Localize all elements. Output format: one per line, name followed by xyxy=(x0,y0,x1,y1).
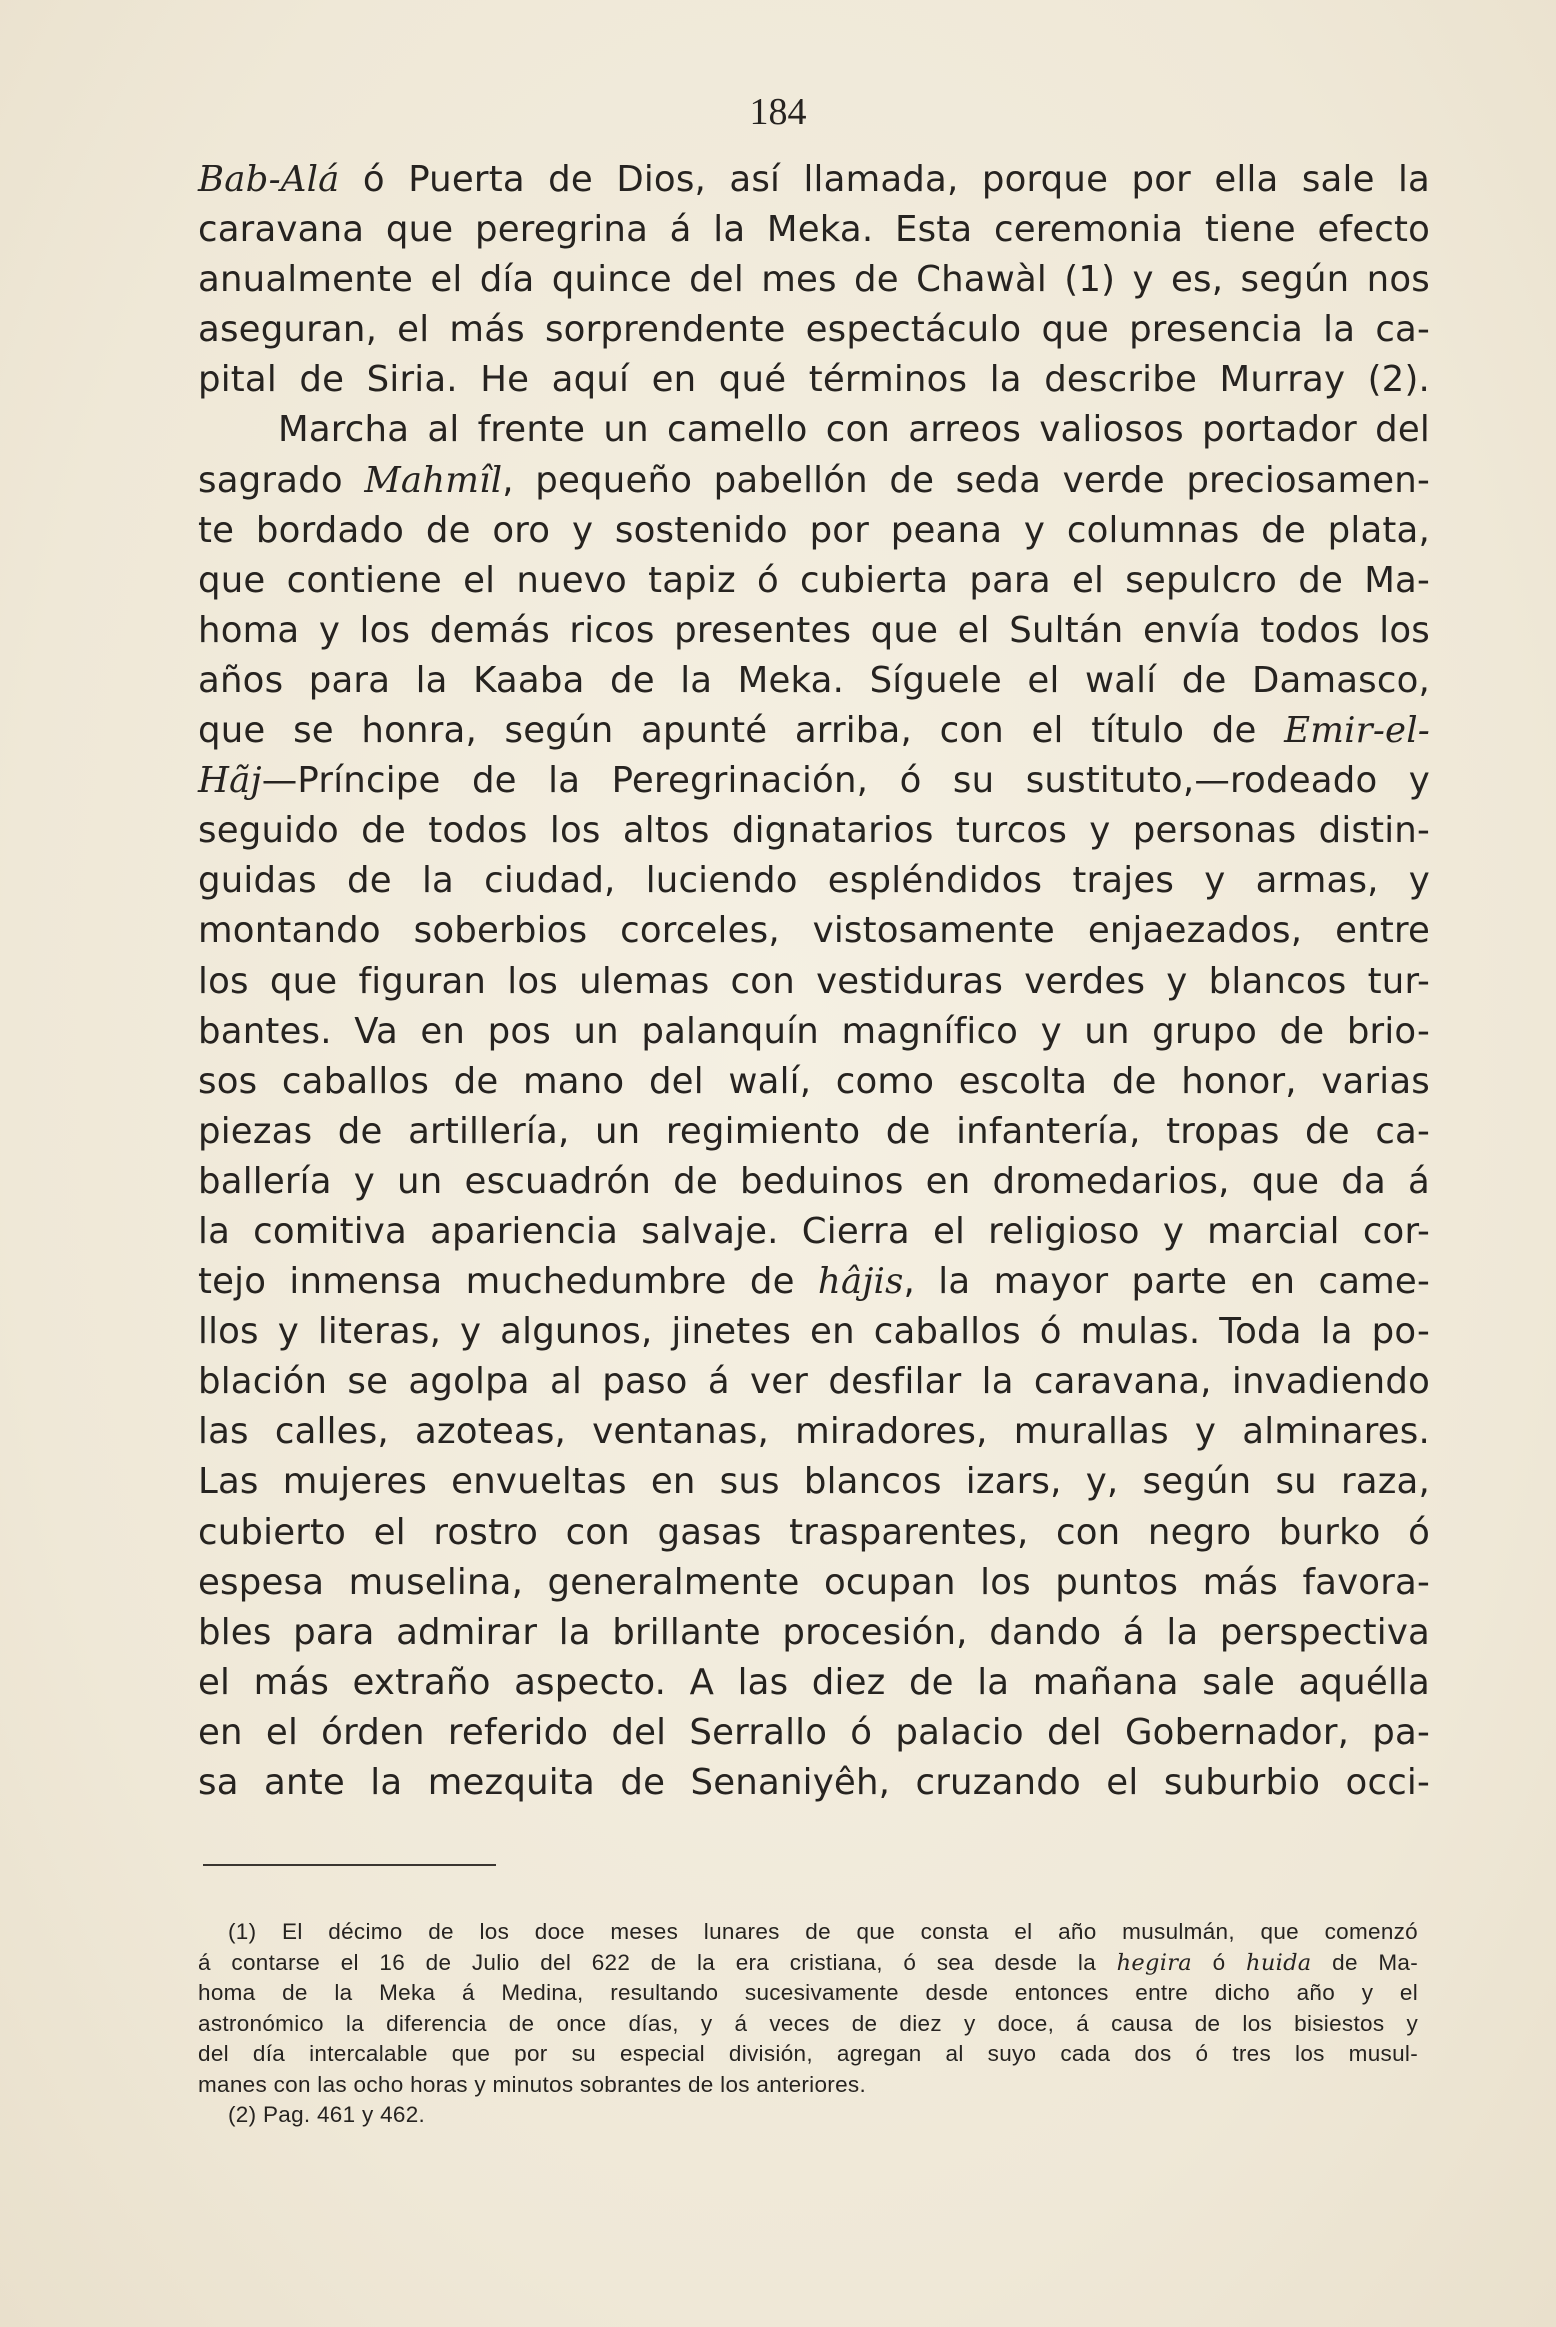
text-run: ó xyxy=(1192,1949,1247,1975)
text-line xyxy=(198,355,1430,405)
text-line xyxy=(198,1057,1430,1107)
text-line xyxy=(198,1107,1430,1157)
text-run: homa y los demás ricos presentes que el Sultán envía todos los xyxy=(198,609,1430,651)
text-run: los que figuran los ulemas con vestiduras verdes y blancos tur- xyxy=(198,960,1430,1002)
text-line xyxy=(198,456,1430,506)
text-line xyxy=(198,606,1430,656)
text-run: , pequeño pabellón de seda verde preciosamen- xyxy=(502,459,1430,501)
text-run: te bordado de oro y sostenido por peana y columnas de plata, xyxy=(198,509,1430,551)
text-run: las calles, azoteas, ventanas, miradores, murallas y alminares. xyxy=(198,1411,1430,1453)
italic-term: Emir-el- xyxy=(1284,710,1430,752)
text-run: montando soberbios corceles, vistosamente enjaezados, entre xyxy=(198,910,1430,952)
italic-term: huida xyxy=(1246,1949,1312,1976)
text-line xyxy=(198,1708,1430,1758)
footnote-separator xyxy=(203,1864,496,1866)
text-run: pital de Siria. He aquí en qué términos la describe Murray (2). xyxy=(198,359,1430,401)
text-line xyxy=(198,706,1430,756)
text-run: —Príncipe de la Peregrinación, ó su sustituto,—rodeado y xyxy=(261,760,1430,802)
text-line xyxy=(198,255,1430,305)
text-run: tejo inmensa muchedumbre de xyxy=(198,1261,818,1303)
text-line xyxy=(198,155,1430,205)
text-line xyxy=(198,1608,1430,1658)
text-run: manes con las ocho horas y minutos sobrantes de los anteriores. xyxy=(198,2071,866,2097)
italic-term: hegira xyxy=(1116,1949,1193,1976)
text-line xyxy=(198,1457,1430,1507)
text-line xyxy=(198,906,1430,956)
main-text xyxy=(198,155,1430,1808)
text-run: seguido de todos los altos dignatarios turcos y personas distin- xyxy=(198,810,1430,852)
text-line xyxy=(198,656,1430,706)
footnote-line xyxy=(198,1948,1418,1979)
text-run: caravana que peregrina á la Meka. Esta ceremonia tiene efecto xyxy=(198,209,1430,251)
footnote-line xyxy=(198,2070,1418,2101)
text-run: (1) El décimo de los doce meses lunares de que consta el año musulmán, que comenzó xyxy=(228,1919,1418,1944)
text-run: ballería y un escuadrón de beduinos en dromedarios, que da á xyxy=(198,1160,1430,1202)
footnote-line xyxy=(198,1978,1418,2009)
text-line xyxy=(198,1307,1430,1357)
text-line xyxy=(198,1207,1430,1257)
text-line xyxy=(198,1157,1430,1207)
text-run: bantes. Va en pos un palanquín magnífico y un grupo de brio- xyxy=(198,1010,1430,1052)
text-run: espesa muselina, generalmente ocupan los puntos más favora- xyxy=(198,1561,1430,1603)
text-run: homa de la Meka á Medina, resultando sucesivamente desde entonces entre dicho año y el xyxy=(198,1980,1418,2005)
text-run: que contiene el nuevo tapiz ó cubierta para el sepulcro de Ma- xyxy=(198,559,1430,601)
text-line xyxy=(198,1407,1430,1457)
italic-term: Hãj xyxy=(198,760,262,802)
text-run: , la mayor parte en came- xyxy=(903,1261,1430,1303)
text-line xyxy=(198,556,1430,606)
text-line xyxy=(198,1357,1430,1407)
text-run: de Ma- xyxy=(1311,1949,1418,1975)
text-run: del día intercalable que por su especial división, agregan al suyo cada dos ó tres los musul- xyxy=(198,2041,1418,2066)
page-number: 184 xyxy=(749,91,807,133)
text-run: Las mujeres envueltas en sus blancos izars, y, según su raza, xyxy=(198,1461,1430,1503)
footnote-line xyxy=(198,2039,1418,2070)
text-run: bles para admirar la brillante procesión, dando á la perspectiva xyxy=(198,1611,1430,1653)
text-line xyxy=(198,1508,1430,1558)
text-run: sagrado xyxy=(198,459,365,501)
text-line xyxy=(198,405,1430,455)
text-run: el más extraño aspecto. A las diez de la mañana sale aquélla xyxy=(198,1661,1430,1703)
text-run: la comitiva apariencia salvaje. Cierra el religioso y marcial cor- xyxy=(198,1210,1430,1252)
text-line xyxy=(198,756,1430,806)
text-run: sa ante la mezquita de Senaniyêh, cruzando el suburbio occi- xyxy=(198,1762,1430,1803)
text-run: á contarse el 16 de Julio del 622 de la era cristiana, ó sea desde la xyxy=(198,1949,1117,1975)
text-run: guidas de la ciudad, luciendo espléndidos trajes y armas, y xyxy=(198,860,1430,902)
italic-term: Bab-Alá xyxy=(198,159,340,200)
text-line xyxy=(198,506,1430,556)
text-line xyxy=(198,806,1430,856)
text-run: blación se agolpa al paso á ver desfilar la caravana, invadiendo xyxy=(198,1361,1430,1403)
text-line xyxy=(198,1658,1430,1708)
text-run: sos caballos de mano del walí, como escolta de honor, varias xyxy=(198,1060,1430,1102)
text-line xyxy=(198,1758,1430,1808)
italic-term: hâjis xyxy=(817,1261,904,1303)
text-line xyxy=(198,1257,1430,1307)
text-run: en el órden referido del Serrallo ó palacio del Gobernador, pa- xyxy=(198,1711,1430,1753)
text-run: aseguran, el más sorprendente espectáculo que presencia la ca- xyxy=(198,309,1430,351)
text-line xyxy=(198,205,1430,255)
text-line xyxy=(198,957,1430,1007)
text-line xyxy=(198,1007,1430,1057)
text-line xyxy=(198,305,1430,355)
text-run: Marcha al frente un camello con arreos valiosos portador del xyxy=(278,409,1430,451)
text-run: anualmente el día quince del mes de Chawàl (1) y es, según nos xyxy=(198,259,1430,301)
text-run: llos y literas, y algunos, jinetes en caballos ó mulas. Toda la po- xyxy=(198,1311,1430,1353)
footnote-line xyxy=(198,2009,1418,2040)
footnote-line xyxy=(198,2100,1418,2131)
text-run: astronómico la diferencia de once días, y á veces de diez y doce, á causa de los bisiestos y xyxy=(198,2010,1418,2036)
text-run: años para la Kaaba de la Meka. Síguele el walí de Damasco, xyxy=(198,659,1430,701)
italic-term: Mahmîl xyxy=(364,459,503,501)
text-run: que se honra, según apunté arriba, con el título de xyxy=(198,710,1285,752)
text-line xyxy=(198,1558,1430,1608)
text-run: cubierto el rostro con gasas trasparentes, con negro burko ó xyxy=(198,1511,1430,1553)
text-line xyxy=(198,856,1430,906)
footnote-line xyxy=(198,1917,1418,1948)
text-run: piezas de artillería, un regimiento de infantería, tropas de ca- xyxy=(198,1110,1430,1152)
text-run: (2) Pag. 461 y 462. xyxy=(228,2102,426,2127)
footnotes xyxy=(198,1917,1418,2131)
text-run: ó Puerta de Dios, así llamada, porque por ella sale la xyxy=(339,159,1430,200)
